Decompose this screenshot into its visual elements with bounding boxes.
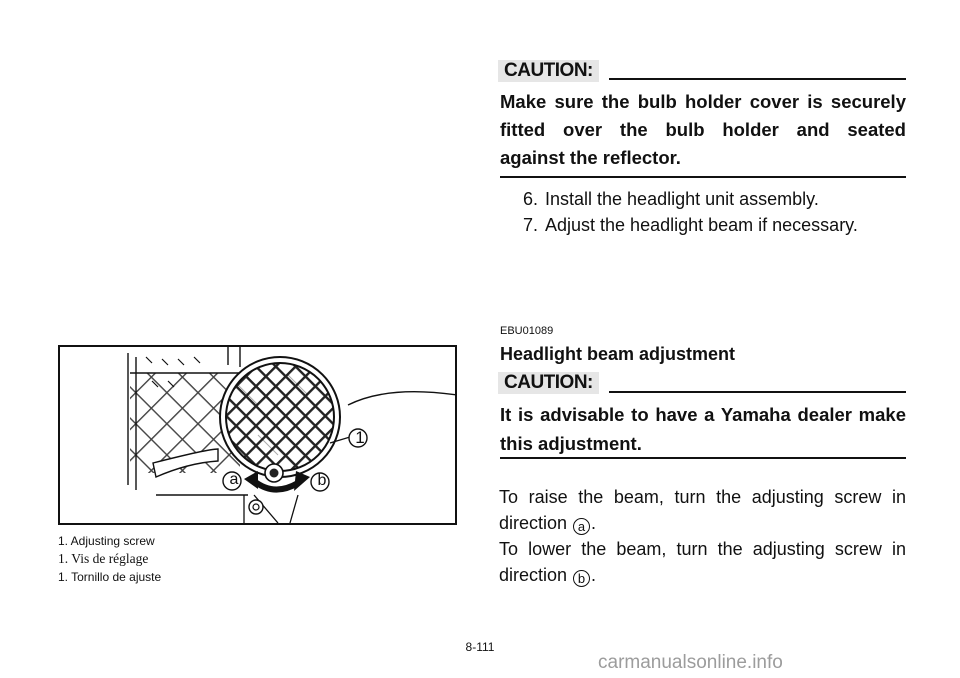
step-text: Adjust the headlight beam if necessary. bbox=[545, 215, 858, 235]
headlight-illustration bbox=[58, 345, 457, 525]
para-line bbox=[499, 565, 596, 585]
caution-text-section bbox=[500, 400, 906, 458]
para-text: direction bbox=[499, 513, 573, 533]
para-line: To raise the beam, turn the adjusting screw in bbox=[499, 487, 906, 507]
caution-line: It is advisable to have a Yamaha dealer make bbox=[500, 404, 906, 425]
para-text: . bbox=[591, 565, 597, 585]
caution-end-rule-top bbox=[500, 176, 906, 178]
caution-end-rule-section bbox=[500, 457, 906, 459]
raise-beam-paragraph bbox=[499, 484, 906, 536]
caution-line: against the reflector. bbox=[500, 147, 681, 168]
para-line bbox=[499, 513, 596, 533]
caution-line: Make sure the bulb holder cover is securely bbox=[500, 91, 906, 112]
caution-line: fitted over the bulb holder and seated bbox=[500, 119, 906, 140]
caption-english: 1. Adjusting screw bbox=[58, 534, 155, 548]
caution-badge-section: CAUTION: bbox=[498, 372, 599, 394]
marker-a: a bbox=[573, 518, 590, 535]
watermark: carmanualsonline.info bbox=[598, 652, 783, 673]
step-number: 6. bbox=[523, 189, 539, 209]
step-6 bbox=[523, 186, 819, 212]
marker-b: b bbox=[573, 570, 590, 587]
headlight-figure bbox=[58, 345, 457, 525]
figure-callout-1: 1 bbox=[355, 428, 365, 447]
caption-spanish: 1. Tornillo de ajuste bbox=[58, 570, 162, 584]
section-code: EBU01089 bbox=[500, 325, 554, 337]
figure-label-a: a bbox=[229, 471, 239, 488]
para-text: direction bbox=[499, 565, 573, 585]
step-7 bbox=[523, 212, 858, 238]
para-line: To lower the beam, turn the adjusting screw in bbox=[499, 539, 906, 559]
para-text: . bbox=[591, 513, 597, 533]
caution-line: this adjustment. bbox=[500, 433, 642, 454]
step-number: 7. bbox=[523, 215, 539, 235]
step-text: Install the headlight unit assembly. bbox=[545, 189, 819, 209]
caution-rule-section bbox=[609, 391, 906, 393]
caution-badge-top: CAUTION: bbox=[498, 60, 599, 82]
lower-beam-paragraph bbox=[499, 536, 906, 588]
caution-rule-top bbox=[609, 78, 906, 80]
section-heading: Headlight beam adjustment bbox=[500, 344, 736, 364]
caption-french: 1. Vis de réglage bbox=[58, 551, 149, 566]
caution-text-top bbox=[500, 88, 906, 172]
page-number: 8-111 bbox=[465, 640, 495, 654]
figure-label-b: b bbox=[317, 472, 327, 489]
